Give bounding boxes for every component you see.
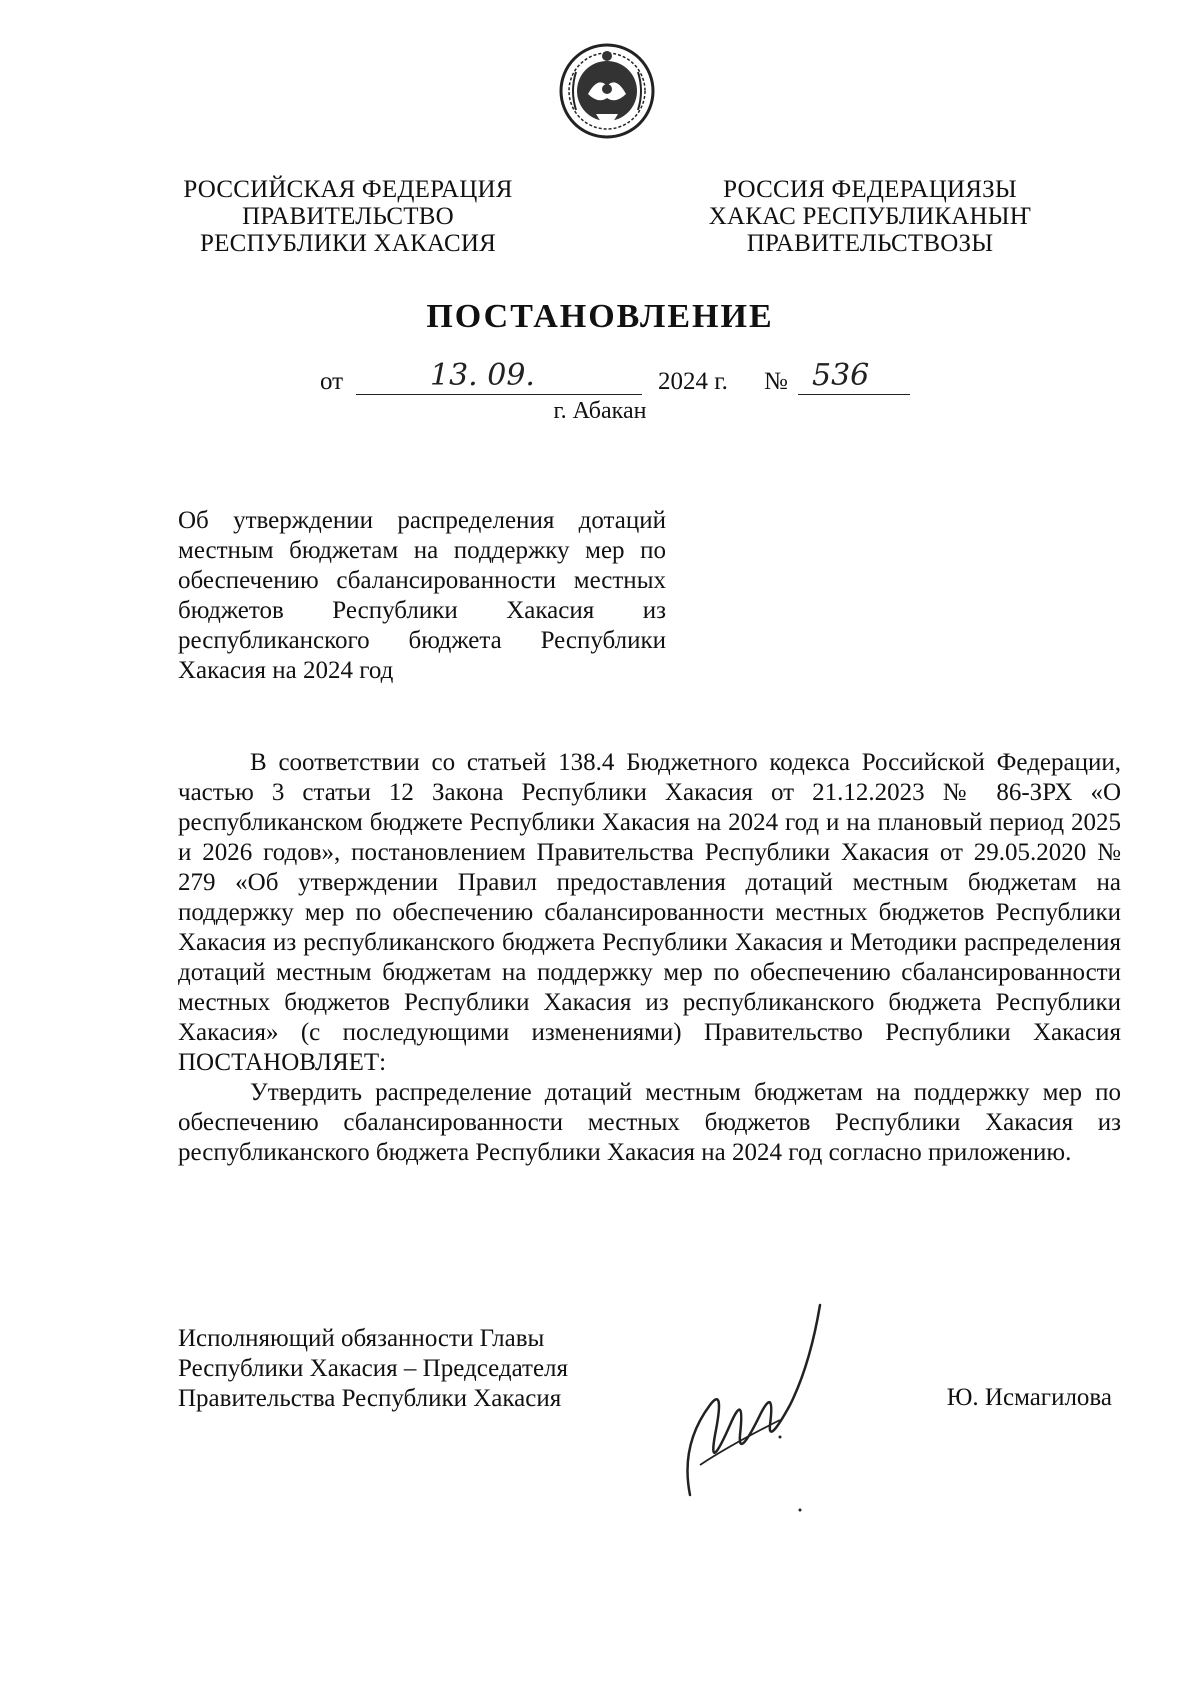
document-title: ПОСТАНОВЛЕНИЕ bbox=[426, 298, 774, 335]
city-line: г. Абакан bbox=[553, 398, 647, 424]
header-right-khakas bbox=[690, 176, 1050, 257]
header-left-line-2: ПРАВИТЕЛЬСТВО bbox=[242, 203, 454, 230]
signatory-position-line-1: Исполняющий обязанности Главы bbox=[178, 1325, 545, 1352]
signatory-position bbox=[178, 1324, 678, 1414]
header-right-line-1: РОССИЯ ФЕДЕРАЦИЯЗЫ bbox=[723, 176, 1017, 203]
document-subject: Об утверждении распределения дотаций местным бюджетам на поддержку мер по обеспечению сбалансированности местных бюджетов Республики Хакасия из республиканского бюджета Республики Хакасия на 2024 год bbox=[178, 507, 666, 684]
number-label: № bbox=[764, 368, 788, 395]
header-left-line-1: РОССИЙСКАЯ ФЕДЕРАЦИЯ bbox=[183, 176, 513, 203]
signatory-name: Ю. Исмагилова bbox=[946, 1384, 1112, 1411]
document-body bbox=[178, 748, 1121, 1168]
handwritten-date: 13. 09. bbox=[430, 358, 535, 393]
header-left-line-3: РЕСПУБЛИКИ ХАКАСИЯ bbox=[200, 230, 496, 257]
signatory-position-line-3: Правительства Республики Хакасия bbox=[178, 1385, 562, 1412]
signatory-position-line-2: Республики Хакасия – Председателя bbox=[178, 1355, 569, 1382]
body-paragraph-1: В соответствии со статьей 138.4 Бюджетного кодекса Российской Федерации, частью 3 статьи 12 Закона Республики Хакасия от 21.12.2023 № 86-ЗРХ «О республиканском бюджете Республики Хакасия на 2024 год и на плановый период 2025 и 2026 годов», постановлением Правительства Республики Хакасия от 29.05.2020 № 279 «Об утверждении Правил предоставления дотаций местным бюджетам на поддержку мер по обеспечению сбалансированности местных бюджетов Республики Хакасия из республиканского бюджета Республики Хакасия и Методики распределения дотаций местным бюджетам на поддержку мер по обеспечению сбалансированности местных бюджетов Республики Хакасия из республиканского бюджета Республики Хакасия» (с последующими изменениями) Правительство Республики Хакасия ПОСТАНОВЛЯЕТ: bbox=[178, 749, 1121, 1076]
header-left-russian bbox=[168, 176, 528, 257]
handwritten-number: 536 bbox=[812, 358, 870, 393]
date-year: 2024 г. bbox=[658, 368, 728, 395]
date-number-line bbox=[320, 358, 920, 398]
header-right-line-2: ХАКАС РЕСПУБЛИКАНЫҤ bbox=[708, 203, 1032, 230]
header-right-line-3: ПРАВИТЕЛЬСТВОЗЫ bbox=[746, 230, 994, 257]
khakassia-coat-of-arms-icon bbox=[558, 42, 656, 140]
coat-of-arms-emblem bbox=[558, 42, 656, 140]
body-paragraph-2: Утвердить распределение дотаций местным бюджетам на поддержку мер по обеспечению сбалансированности местных бюджетов Республики Хакасия из республиканского бюджета Республики Хакасия на 2024 год согласно приложению. bbox=[178, 1079, 1121, 1166]
date-prefix: от bbox=[320, 368, 344, 395]
handwritten-signature-icon bbox=[670, 1295, 840, 1520]
